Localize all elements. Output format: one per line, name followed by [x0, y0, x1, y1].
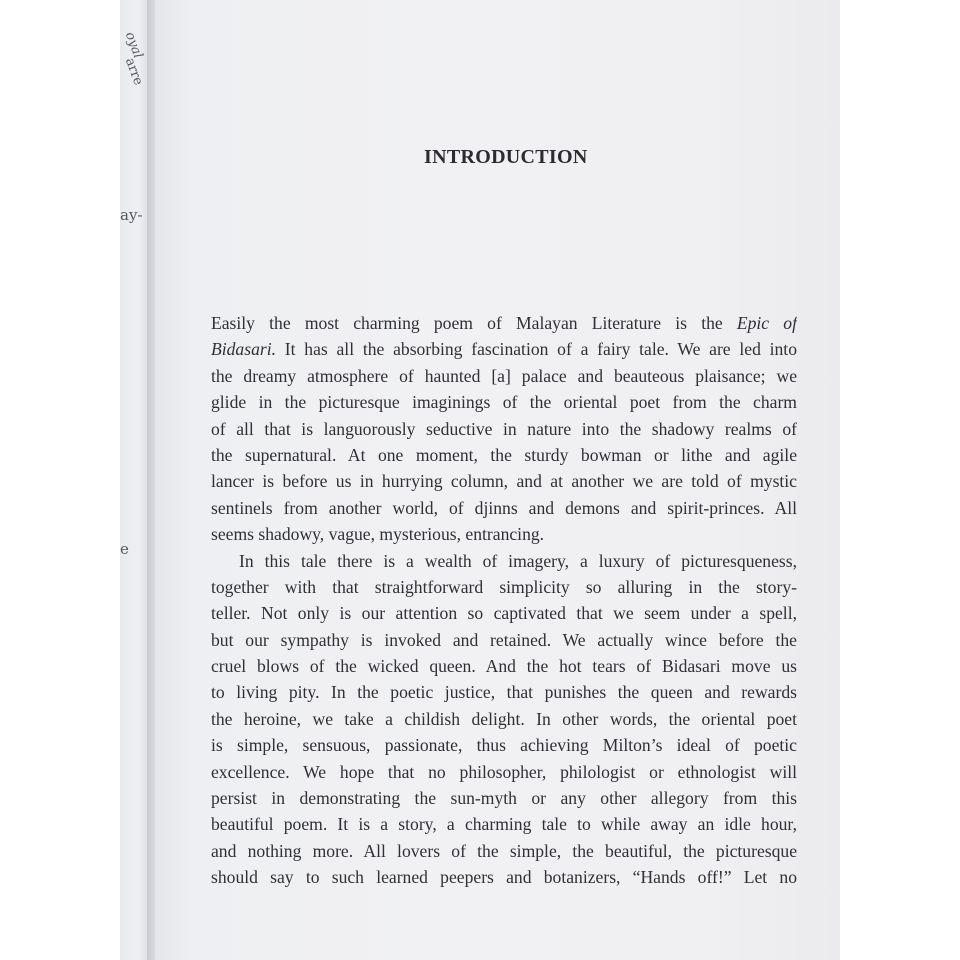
text-line: cruel blows of the wicked queen. And the hot tears of Bidasari move us: [211, 656, 797, 677]
left-page-fragment: arre: [121, 56, 146, 88]
text-line: persist in demonstrating the sun-myth or any other allegory from this: [211, 788, 797, 809]
text-line: beautiful poem. It is a story, a charming tale to while away an idle hour,: [211, 814, 797, 835]
text-line: of all that is languorously seductive in nature into the shadowy realms of: [211, 418, 797, 439]
text-line: In this tale there is a wealth of imagery, a luxury of picturesqueness,: [239, 550, 797, 571]
text-line: glide in the picturesque imaginings of the oriental poet from the charm: [211, 392, 797, 413]
text-line: but our sympathy is invoked and retained. We actually wince before the: [211, 629, 797, 650]
introduction-text: [211, 310, 797, 891]
text-line: should say to such learned peepers and botanizers, “Hands off!” Let no: [211, 867, 797, 888]
text-line: excellence. We hope that no philosopher, philologist or ethnologist will: [211, 761, 797, 782]
left-page-edge: [120, 0, 150, 960]
left-page-fragment: ay-: [120, 206, 143, 224]
text-line: together with that straightforward simplicity so alluring in the story-: [211, 576, 797, 597]
text-line: the supernatural. At one moment, the sturdy bowman or lithe and agile: [211, 444, 797, 465]
left-page-fragment: e: [120, 540, 129, 558]
text-line: is simple, sensuous, passionate, thus achieving Milton’s ideal of poetic: [211, 735, 797, 756]
text-line: Bidasari. It has all the absorbing fascination of a fairy tale. We are led into: [211, 339, 797, 360]
text-line: sentinels from another world, of djinns and demons and spirit-princes. All: [211, 497, 797, 518]
text-line: and nothing more. All lovers of the simple, the beautiful, the picturesque: [211, 840, 797, 861]
text-line: teller. Not only is our attention so captivated that we seem under a spell,: [211, 603, 797, 624]
book-gutter: [147, 0, 155, 960]
text-line: lancer is before us in hurrying column, and at another we are told of mystic: [211, 471, 797, 492]
text-line: seems shadowy, vague, mysterious, entrancing.: [211, 524, 545, 545]
text-line: Easily the most charming poem of Malayan Literature is the Epic of: [211, 313, 797, 333]
text-line: to living pity. In the poetic justice, that punishes the queen and rewards: [211, 682, 797, 703]
chapter-heading: INTRODUCTION: [424, 146, 588, 168]
left-page-fragment: oyal: [121, 30, 146, 61]
text-line: the dreamy atmosphere of haunted [a] palace and beauteous plaisance; we: [211, 365, 797, 386]
text-line: the heroine, we take a childish delight. In other words, the oriental poet: [211, 708, 797, 729]
